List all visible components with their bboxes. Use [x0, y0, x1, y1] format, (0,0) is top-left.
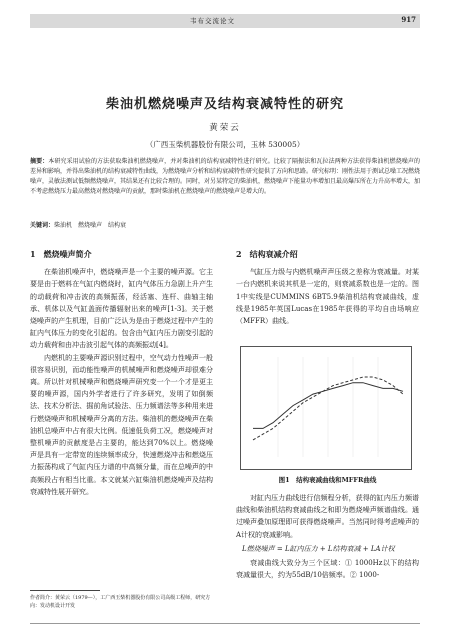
- journal-header: 韦布交流论文: [190, 17, 235, 25]
- keywords-label: 关键词：: [30, 222, 55, 229]
- right-column-lower: [236, 492, 419, 581]
- section-2-paragraph-3: 衰减曲线大致分为三个区域：① 1000Hz以下的结构衰减量很大，约为55dB/10倍频率。② 1000-: [236, 559, 419, 580]
- section-2-paragraph-2: 对缸内压力曲线进行信频程分析，获得的缸内压力频谱曲线和柴油机结构衰减曲线之和即为燃烧噪声频谱曲线。通过噪声叠加原理即可获得燃烧噪声。当然同时得考虑噪声的A计权的衰减影响。: [236, 494, 419, 539]
- section-1-heading: 1 燃烧噪声简介: [30, 249, 92, 259]
- author-footnote: 作者简介：黄荣云（1979—），工广西玉柴机器股份有限公司高级工程师，研究方向：发动机设计开发: [30, 595, 211, 609]
- footnote-rule: [30, 590, 100, 591]
- section-1-paragraph-2: 内燃机的主要噪声源识别过程中，空气动力性噪声一般很容易识别，而动能性噪声的机械噪声和燃烧噪声却很难分离。所以针对机械噪声和燃烧噪声研究变一个一个才是更主要的噪声源，国内外学者进行了许多研究，发明了如倒频法、技术分析法、掘前角试验法、压力频谱法等多种用来进行燃烧噪声和机械噪声分离的方法。柴油机的燃烧噪声在柴油机总噪声中占有很大比例。低速低负荷工况，燃烧噪声对整机噪声的贡献度是占主要的，能达到70%以上。燃烧噪声是具有一定带宽的连续频率成分，快速燃烧冲击和燃烧压力振荡构成了气缸内压力谱的中高频分量，而在总噪声的中高频段占有相当比重。本文就某六缸柴油机燃烧噪声及结构衰减特性展开研究。: [30, 353, 213, 496]
- bottom-rule: [30, 623, 420, 624]
- paper-title: 柴油机燃烧噪声及结构衰减特性的研究: [105, 97, 344, 112]
- right-column: [236, 248, 419, 327]
- figure-1-chart: [240, 346, 412, 470]
- section-2-heading: 2 结构衰减介绍: [236, 249, 298, 259]
- abstract: [30, 157, 420, 197]
- section-2-paragraph-1: 气缸压力级与内燃机噪声声压级之差称为衰减量。对某一台内燃机来说其机是一定的，则衰减系数也是一定的。图1中实线是CUMMINS 6BT5.9柴油机结构衰减曲线，虚线是1985年英国Lucas在1985年获得的平均自由场响应（MFFR）曲线。: [236, 268, 419, 326]
- keywords: [30, 220, 126, 229]
- figure-1-caption: 图1 结构衰减曲线和MFFR曲线: [278, 476, 377, 484]
- author-name: 黄荣云: [209, 123, 241, 133]
- left-column: [30, 248, 213, 498]
- abstract-text: 本研究采用试验的方法获取柴油机燃烧噪声，并对柴油机的结构衰减特性进行研究。比较了隔振法和瓦拉法两种方法获得柴油机燃烧噪声的差异和影响，并得出柴油机的结构衰减特性曲线，为燃烧噪声分析和结构衰减特性研究提供了方向和思路。研究标明：刚性法用于测试总噪工况燃烧噪声，灵敏法测试低频燃烧噪声，其结果还有比较合理的。同时，对另某特定的柴油机，燃烧噪声下能量功率增加且最高爆压所在力升高率增大，加不考虑燃烧压力最高燃烧对燃烧噪声的贡献，那时柴油机在燃烧噪声的燃烧噪声是增大的。: [30, 158, 421, 195]
- page-number: 917: [401, 15, 416, 24]
- noise-formula: L燃烧噪声 = L缸内压力 + L结构衰减 + LA计权: [242, 544, 395, 553]
- attenuation-chart-svg: [241, 347, 411, 469]
- keywords-text: 柴油机 燃烧噪声 结构衰: [54, 222, 127, 229]
- affiliation: （广西玉柴机器股份有限公司，玉林 530005）: [145, 140, 305, 149]
- abstract-label: 摘要：: [30, 158, 49, 165]
- section-1-paragraph-1: 在柴油机噪声中，燃烧噪声是一个主要的噪声源。它主要是由于燃料在气缸内燃烧时，缸内气体压力急剧上升产生的动载荷和冲击波的高频振荡，经活塞、连杆、曲轴主轴承、机体以及气缸盖面传播辐射出来的噪声[1-3]。关于燃烧噪声的产生机理，目前广泛认为是由于燃烧过程中产生的缸内气体压力的变化引起的。包含由气缸内压力剧变引起的动力载荷和由冲击波引起气体的高频振动[4]。: [30, 268, 213, 350]
